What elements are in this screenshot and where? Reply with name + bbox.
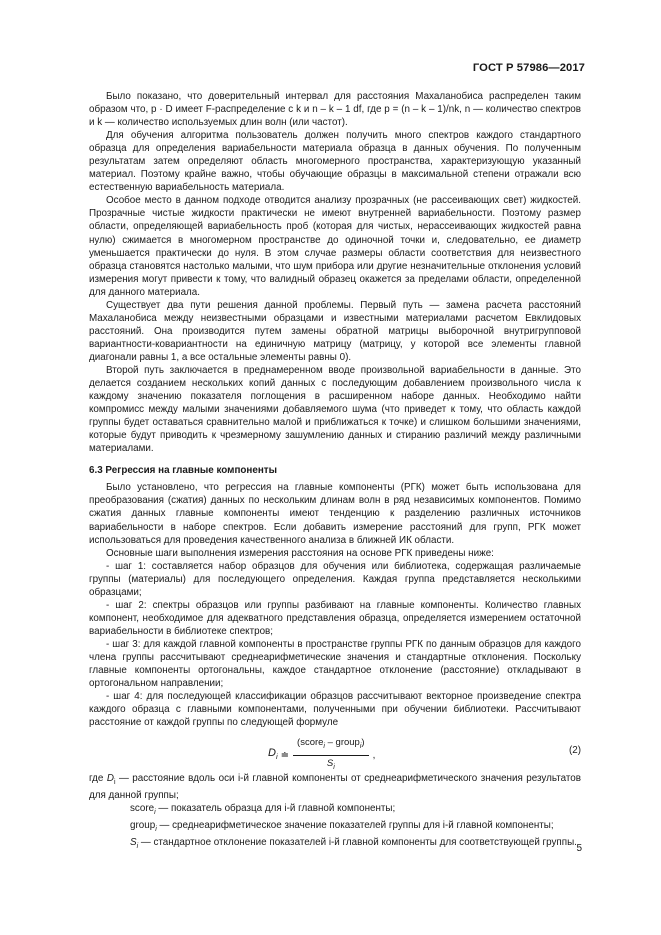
- legend-item-group: group$_i$ — среднеарифметическое значение показателей группы для i-й главной компоненты;: [130, 820, 554, 834]
- paragraph-confidence-interval: Было показано, что доверительный интервал для расстояния Махаланобиса распределен таким образом что, p · D имеет F-распределение с k и n – k – 1 df, где p = (n – k – 1)/nk, n — количество спектров и k — количество используемых длин волн (или частот).: [89, 91, 581, 129]
- paragraph-transparent-liquids: Особое место в данном подходе отводится анализу прозрачных (не рассеивающих свет) жидкостей. Прозрачные чистые жидкости практически не имеют внутренней вариабельности. Поэтому размер области, определяющей вариабельность проб (которая для чистых, нерассеивающих жидкостей равна нулю) сжимается в многомерном пространстве до одиночной точки и, следовательно, ее диаметр уменьшается практически до нуля. В этом случае размеры области соответствия для неизвестного образца становятся настолько малыми, что шум прибора или другие незначительные отклонения условий измерения могут привести к тому, что валидный образец окажется за пределами области, определенной для данного материала.: [89, 195, 581, 298]
- paragraph-second-way: Второй путь заключается в преднамеренном вводе произвольной вариабельности в данные. Это делается созданием нескольких копий данных с последующим добавлением произвольного числа к каждому значению показателя поглощения в расширенном наборе данных. Необходимо найти компромисс между малыми значениями добавляемого шума (что приведет к тому, что область каждой группы будет оставаться сравнительно малой и приближаться к точке) и слишком большими значениями, которые будут приводить к чрезмерному зашумлению данных и стиранию различий между различными материалами.: [89, 364, 581, 455]
- list-item-step-2: - шаг 2: спектры образцов или группы разбивают на главные компоненты. Количество главных компонент, необходимое для адекватного представления образца, определяется измерением остаточной вариабельности в библиотеке спектров;: [89, 599, 581, 637]
- legend-item-s: $S_i$ — стандартное отклонение показателей i-й главной компоненты для соответствующей группы.: [130, 837, 577, 851]
- page-number: 5: [576, 843, 582, 854]
- legend-item-d: где $D_i$ — расстояние вдоль оси i-й главной компоненты от среднеарифметического значения результатов для данной группы;: [89, 773, 581, 802]
- paragraph-pcr: Было установлено, что регрессия на главные компоненты (РГК) может быть использована для преобразования (сжатия) данных по нескольким длинам волн в ряд независимых компонентов. Помимо сжатия данных главные компоненты имеют тенденцию к разделению различных источников вариабельности в наборе спектров. Если добавить измерение расстояний для групп, РГК может использоваться для проведения качественного анализа в ближней ИК области.: [89, 482, 581, 546]
- formula-expression: [268, 736, 375, 774]
- list-item-step-4: - шаг 4: для последующей классификации образцов рассчитывают векторное произведение спектра каждого образца с главными компонентами, полученными при обучении библиотеки. Рассчитывают расстояние от каждой группы по следующей формуле: [89, 691, 581, 729]
- formula-2: [89, 732, 581, 770]
- paragraph-first-way: Существует два пути решения данной проблемы. Первый путь — замена расчета расстояний Махаланобиса между неизвестными образцами и известными материалами расчетом Евклидовых расстояний. Она производится путем замены обратной матрицы выборочной внутригрупповой вариантности-ковариантности на единичную матрицу (матрицу, у которой все элементы главной диагонали равны 1, а все остальные элементы равны 0).: [89, 299, 581, 363]
- formula-comma: ,: [372, 749, 376, 761]
- formula-relation: ≐: [280, 749, 290, 761]
- formula-legend: [89, 772, 581, 853]
- legend-item-score: score$_i$ — показатель образца для i-й главной компоненты;: [130, 803, 396, 817]
- formula-numerator: (score$_i$ – group$_i$): [293, 736, 369, 756]
- document-body: [89, 90, 581, 853]
- document-code: ГОСТ Р 57986—2017: [472, 62, 585, 74]
- formula-denominator: $S_i$: [326, 758, 335, 772]
- section-heading: 6.3 Регрессия на главные компоненты: [89, 465, 278, 477]
- formula-number: (2): [568, 745, 581, 757]
- list-item-step-1: - шаг 1: составляется набор образцов для обучения или библиотека, содержащая различаемые группы (материалы) для последующего определения. Каждая группа представляется несколькими образцами;: [89, 560, 581, 598]
- paragraph-steps-intro: Основные шаги выполнения измерения расстояния на основе РГК приведены ниже:: [106, 547, 494, 559]
- formula-lhs: $D_i$: [268, 747, 278, 762]
- formula-fraction: [293, 736, 369, 774]
- paragraph-training: Для обучения алгоритма пользователь должен получить много спектров каждого стандартного образца для определения вариабельности материала образца в данных обучения. По полученным результатам затем определяют область многомерного пространства, характеризующую указанный материал. Поэтому крайне важно, чтобы обучающие образцы в максимальной степени отражали всю естественную вариабельность материала.: [89, 130, 581, 194]
- list-item-step-3: - шаг 3: для каждой главной компоненты в пространстве группы РГК по данным образцов для каждого члена группы рассчитывают среднеарифметические значения и стандартные отклонения. Поскольку главные компоненты ортогональны, каждое стандартное отклонение (расстояние) откладывают в ортогональном направлении;: [89, 638, 581, 690]
